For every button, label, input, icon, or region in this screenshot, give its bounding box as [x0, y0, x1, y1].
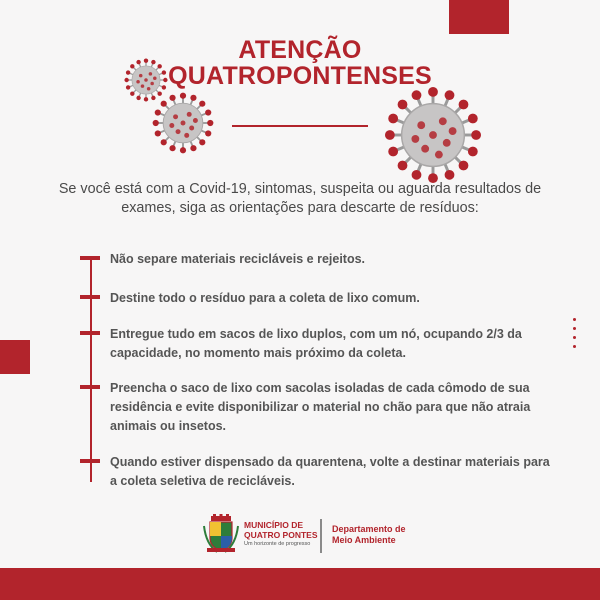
bullet-dash: [80, 331, 100, 335]
bullet-dash: [80, 385, 100, 389]
page-title-line-1: ATENÇÃO: [238, 36, 362, 64]
municipality-name-line-1: MUNICÍPIO DE: [244, 520, 304, 530]
bullet-dash: [80, 295, 100, 299]
timeline-line: [90, 256, 92, 482]
list-item-text: Destine todo o resíduo para a coleta de lixo comum.: [110, 291, 420, 305]
virus-icon: [152, 92, 214, 154]
virus-icon: [384, 86, 482, 184]
bullet-dash: [80, 459, 100, 463]
list-item-text: Entregue tudo em sacos de lixo duplos, com um nó, ocupando 2/3 da capacidade, no momento mais próximo da coleta.: [110, 327, 522, 360]
department-line-2: Meio Ambiente: [332, 535, 396, 545]
title-divider: [232, 125, 368, 127]
footer-divider: [320, 519, 322, 553]
bullet-dash: [80, 256, 100, 260]
list-item-text: Quando estiver dispensado da quarentena, volte a destinar materiais para a coleta seletiva de recicláveis.: [110, 455, 550, 488]
municipality-name-line-2: QUATRO PONTES: [244, 530, 318, 540]
top-accent-square: [449, 0, 509, 34]
decorative-dots: [573, 318, 576, 354]
department-line-1: Departamento de: [332, 524, 406, 534]
municipality-slogan: Um horizonte de progresso: [244, 541, 311, 547]
crest-icon: [203, 514, 239, 554]
left-accent-bar: [0, 340, 30, 374]
department-label: [332, 524, 406, 546]
page-title-line-2: QUATROPONTENSES: [168, 62, 432, 90]
list-item-text: Preencha o saco de lixo com sacolas isoladas de cada cômodo de sua residência e evite disponibilizar o material no chão para que não atraia animais ou insetos.: [110, 381, 531, 433]
municipality-logo-text: [244, 520, 318, 547]
list-item-text: Não separe materiais recicláveis e rejeitos.: [110, 252, 366, 266]
bottom-accent-bar: [0, 568, 600, 600]
intro-paragraph: Se você está com a Covid-19, sintomas, suspeita ou aguarda resultados de exames, siga as orientações para descarte de resíduos:: [58, 181, 542, 216]
